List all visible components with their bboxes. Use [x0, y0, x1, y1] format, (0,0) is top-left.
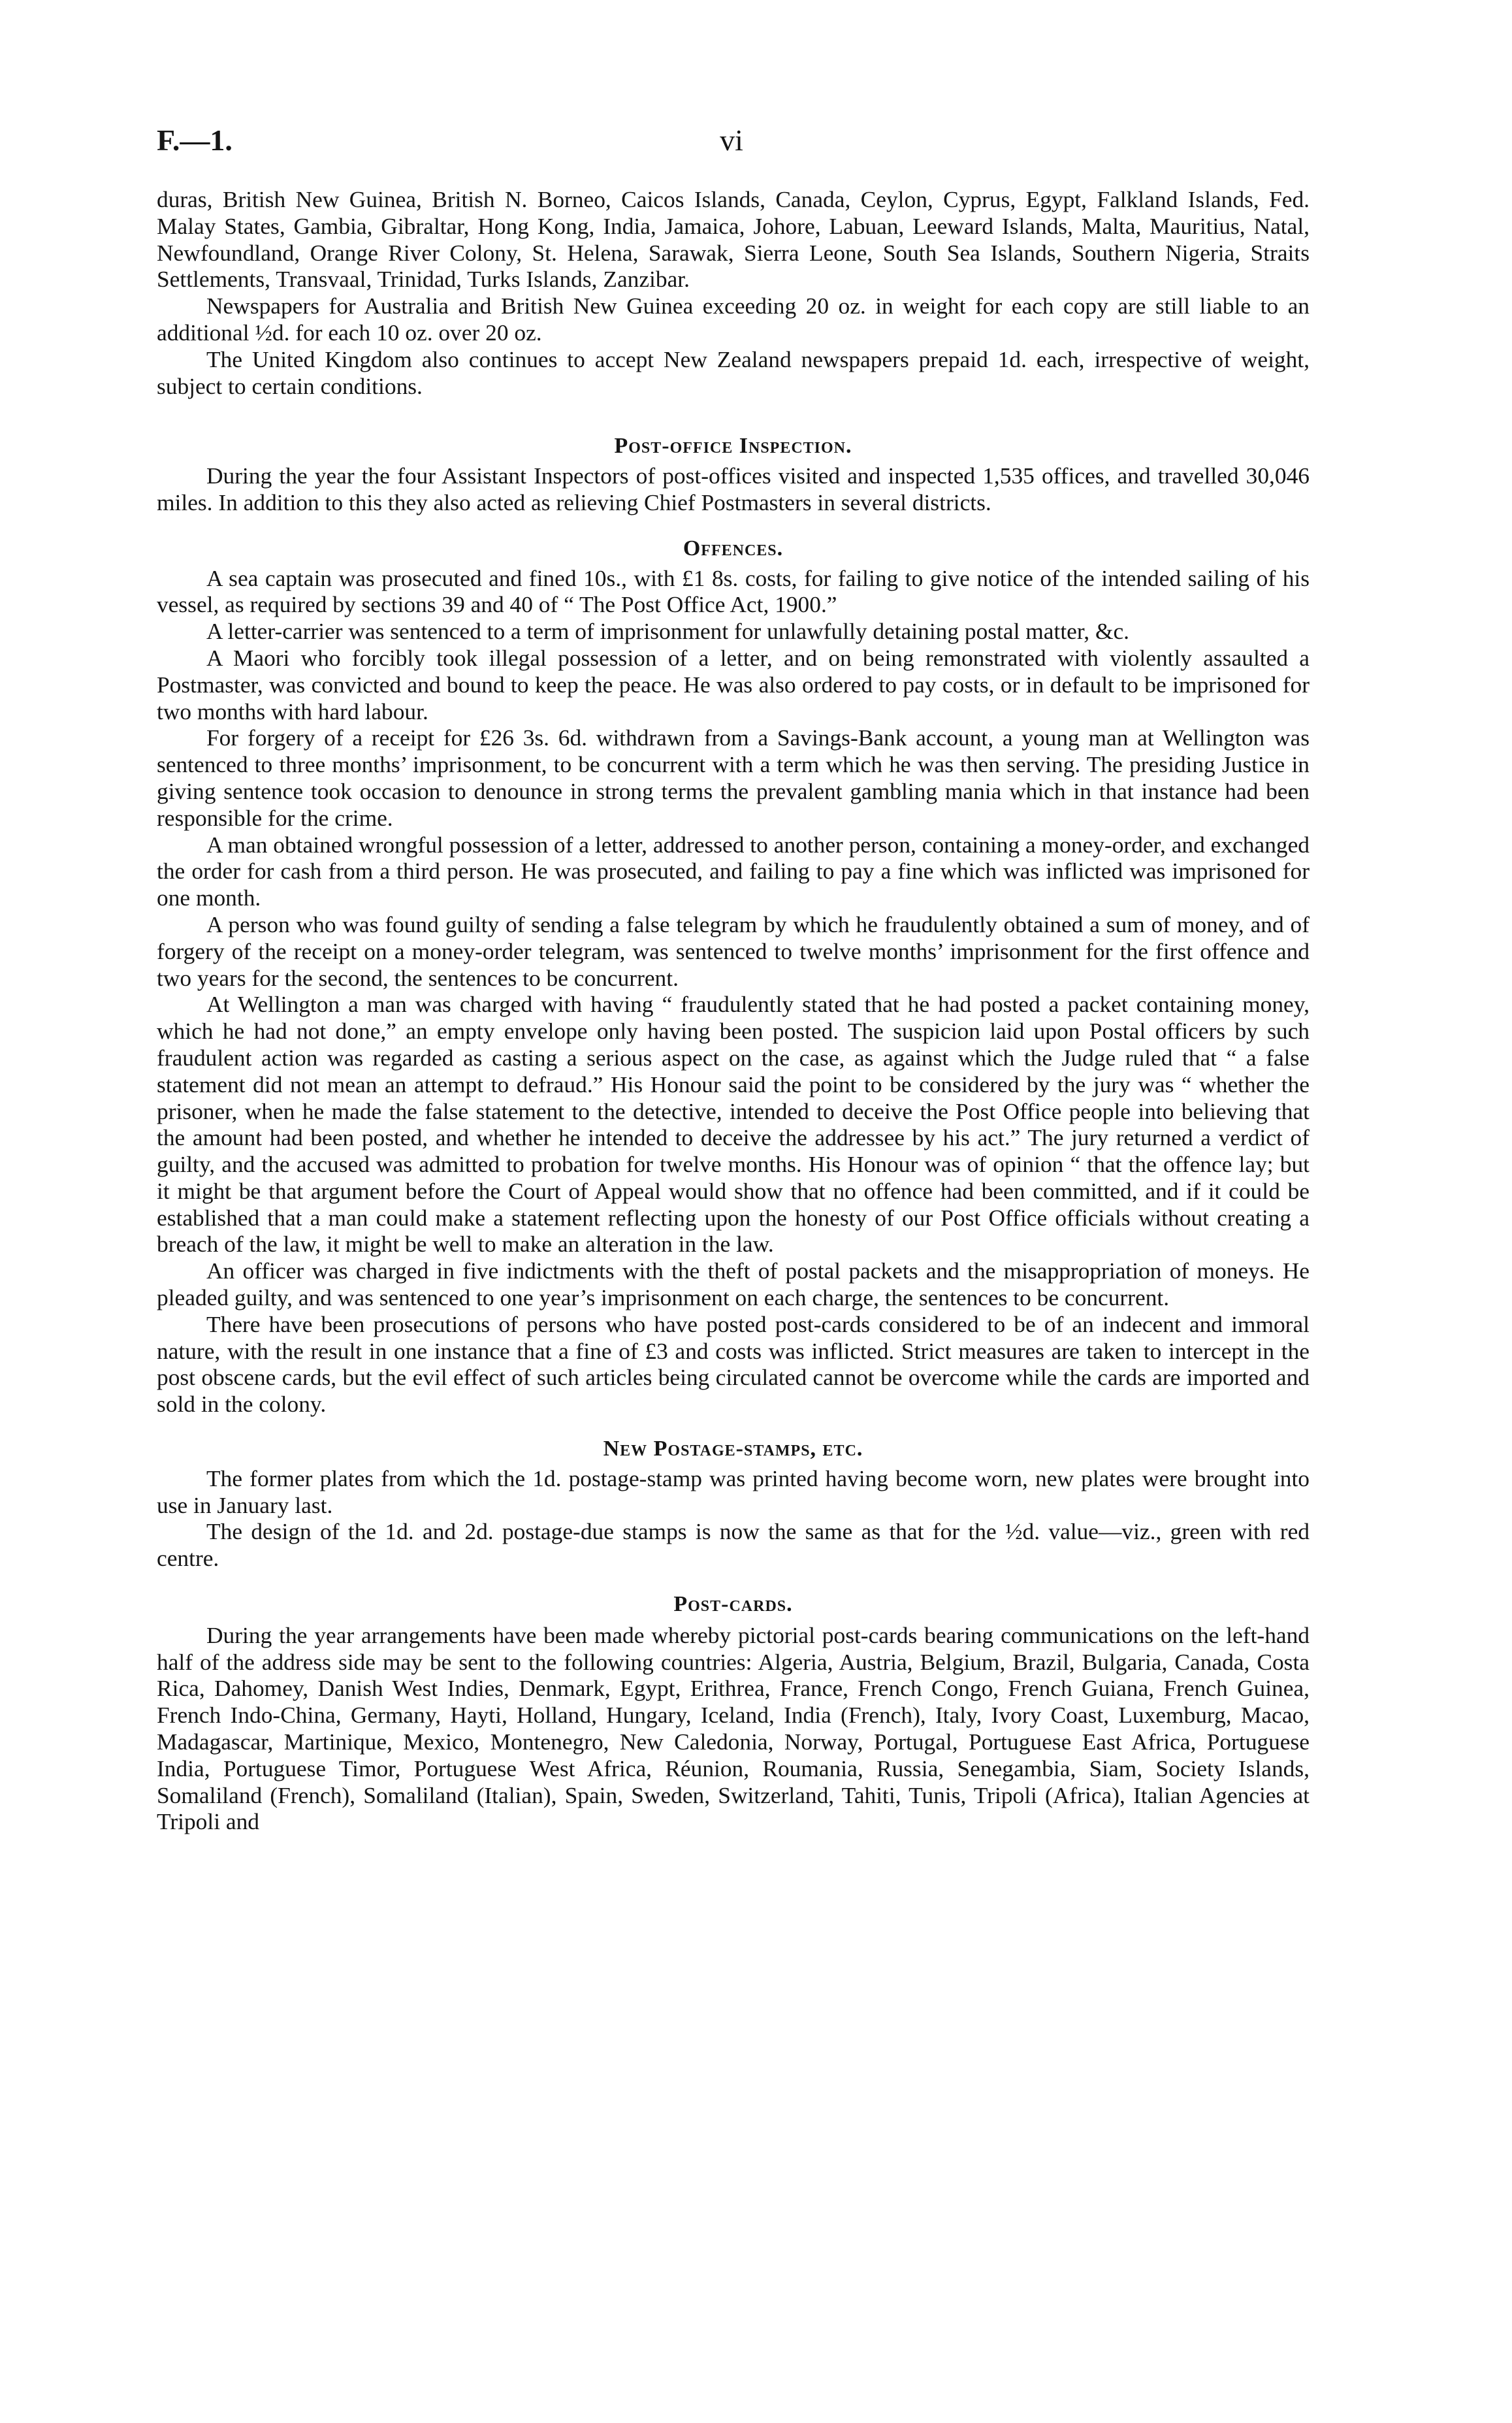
paragraph: The former plates from which the 1d. postage-stamp was printed having become worn, new plates were brought into use in January last.: [157, 1465, 1310, 1518]
paragraph: A Maori who forcibly took illegal possession of a letter, and on being remonstrated with violently assaulted a Postmaster, was convicted and bound to keep the peace. He was also ordered to pay costs, or in default to be imprisoned for two months with hard labour.: [157, 644, 1310, 724]
section-heading: Post-office Inspection.: [614, 434, 852, 459]
stamps-section: [157, 1436, 1310, 1572]
section-heading: New Postage-stamps, etc.: [603, 1437, 863, 1461]
section-heading: Post-cards.: [673, 1592, 793, 1617]
paragraph: An officer was charged in five indictments with the theft of postal packets and the misappropriation of moneys. He pleaded guilty, and was sentenced to one year’s imprisonment on each charge, the sentences to be concurrent.: [157, 1258, 1310, 1311]
page-reference: F.—1.: [157, 123, 233, 157]
paragraph: A person who was found guilty of sending a false telegram by which he fraudulently obtained a sum of money, and of forgery of the receipt on a money-order telegram, was sentenced to twelve months’ imprisonment for the first offence and two years for the second, the sentences to be concurrent.: [157, 911, 1310, 991]
page-body: [157, 186, 1310, 1835]
page-number: vi: [720, 123, 743, 157]
paragraph: At Wellington a man was charged with having “ fraudulently stated that he had posted a packet containing money, which he had not done,” an empty envelope only having been posted. The suspicion laid upon Postal officers by such fraudulent action was regarded as casting a serious aspect on the case, as against which the Judge ruled that “ a false statement did not mean an attempt to defraud.” His Honour said the point to be considered by the jury was “ whether the prisoner, when he made the false statement to the detective, intended to deceive the Post Office people into believing that the amount had been posted, and whether he intended to deceive the addressee by his act.” The jury returned a verdict of guilty, and the accused was admitted to probation for twelve months. His Honour was of opinion “ that the offence lay; but it might be that argument before the Court of Appeal would show that no offence had been committed, and if it could be established that a man could make a statement reflecting upon the honesty of our Post Office officials without creating a breach of the law, it might be well to make an alteration in the law.: [157, 991, 1310, 1258]
paragraph: During the year the four Assistant Inspectors of post-offices visited and inspected 1,535 offices, and travelled 30,046 miles. In addition to this they also acted as relieving Chief Postmasters in several districts.: [157, 463, 1310, 515]
paragraph: The United Kingdom also continues to accept New Zealand newspapers prepaid 1d. each, irrespective of weight, subject to certain conditions.: [157, 346, 1310, 399]
paragraph: A sea captain was prosecuted and fined 10s., with £1 8s. costs, for failing to give notice of the intended sailing of his vessel, as required by sections 39 and 40 of “ The Post Office Act, 1900.”: [157, 564, 1310, 618]
page-header: [157, 123, 1306, 169]
paragraph: During the year arrangements have been made whereby pictorial post-cards bearing communications on the left-hand half of the address side may be sent to the following countries: Algeria, Austria, Belgium, Brazil, Bulgaria, Canada, Costa Rica, Dahomey, Danish West Indies, Denmark, Egypt, Erithrea, France, French Congo, French Guiana, French Guinea, French Indo-China, Germany, Hayti, Holland, Hungary, Iceland, India (French), Italy, Ivory Coast, Luxemburg, Macao, Madagascar, Martinique, Mexico, Montenegro, New Caledonia, Norway, Portugal, Portuguese East Africa, Portuguese India, Portuguese Timor, Portuguese West Africa, Réunion, Roumania, Russia, Senegambia, Siam, Society Islands, Somaliland (French), Somaliland (Italian), Spain, Sweden, Switzerland, Tahiti, Tunis, Tripoli (Africa), Italian Agencies at Tripoli and: [157, 1621, 1310, 1835]
inspection-section: [157, 433, 1310, 515]
section-heading: Offences.: [683, 536, 784, 561]
paragraph: For forgery of a receipt for £26 3s. 6d. withdrawn from a Savings-Bank account, a young man at Wellington was sentenced to three months’ imprisonment, to be concurrent with a term which he was then serving. The presiding Justice in giving sentence took occasion to denounce in strong terms the prevalent gambling mania which in that instance had been responsible for the crime.: [157, 724, 1310, 831]
intro-section: [157, 186, 1310, 399]
paragraph: A man obtained wrongful possession of a letter, addressed to another person, containing a money-order, and exchanged the order for cash from a third person. He was prosecuted, and failing to pay a fine which was inflicted was imprisoned for one month.: [157, 831, 1310, 911]
paragraph: duras, British New Guinea, British N. Borneo, Caicos Islands, Canada, Ceylon, Cyprus, Egypt, Falkland Islands, Fed. Malay States, Gambia, Gibraltar, Hong Kong, India, Jamaica, Johore, Labuan, Leeward Islands, Malta, Mauritius, Natal, Newfoundland, Orange River Colony, St. Helena, Sarawak, Sierra Leone, South Sea Islands, Southern Nigeria, Straits Settlements, Transvaal, Trinidad, Turks Islands, Zanzibar.: [157, 186, 1310, 293]
postcards-section: [157, 1591, 1310, 1835]
paragraph: Newspapers for Australia and British New Guinea exceeding 20 oz. in weight for each copy are still liable to an additional ½d. for each 10 oz. over 20 oz.: [157, 293, 1310, 346]
paragraph: The design of the 1d. and 2d. postage-due stamps is now the same as that for the ½d. value—viz., green with red centre.: [157, 1518, 1310, 1572]
paragraph: A letter-carrier was sentenced to a term of imprisonment for unlawfully detaining postal matter, &c.: [206, 618, 1130, 645]
paragraph: There have been prosecutions of persons who have posted post-cards considered to be of an indecent and immoral nature, with the result in one instance that a fine of £3 and costs was inflicted. Strict measures are taken to intercept in the post obscene cards, but the evil effect of such articles being circulated cannot be overcome while the cards are imported and sold in the colony.: [157, 1310, 1310, 1418]
offences-section: [157, 536, 1310, 1418]
